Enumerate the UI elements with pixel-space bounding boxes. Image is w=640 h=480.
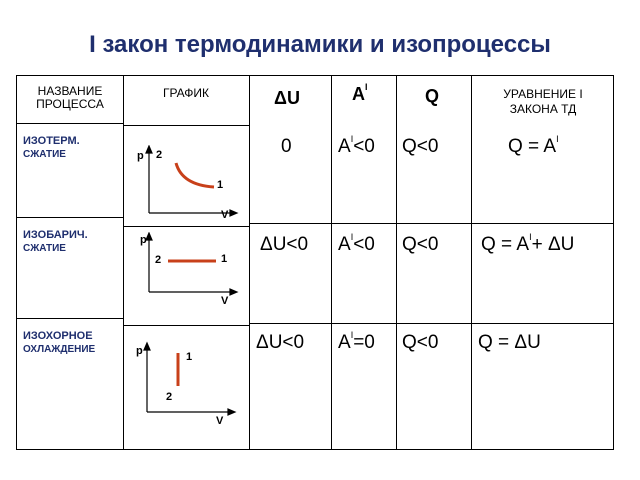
row3-work-rel: =0 (353, 332, 375, 353)
row1-work-rel: <0 (353, 136, 375, 157)
header-heat: Q (425, 86, 440, 106)
row3-work-sup: I (350, 330, 354, 340)
row3-process (23, 330, 95, 356)
row2-process-line1: ИЗОБАРИЧ. (23, 229, 88, 241)
row1-isotherm-curve (176, 163, 214, 187)
header-process: НАЗВАНИЕ ПРОЦЕССА (36, 84, 104, 111)
row2-heat: Q<0 (402, 234, 439, 255)
row3-point-1: 1 (186, 351, 193, 363)
row3-pv-diagram (132, 340, 237, 422)
row3-heat: Q<0 (402, 332, 439, 353)
row1-process-line2: СЖАТИЕ (23, 149, 66, 160)
table-grid (16, 75, 614, 450)
header-graph: ГРАФИК (162, 86, 210, 100)
row3-equation (478, 333, 541, 352)
row2-work-sup: I (350, 232, 354, 242)
row1-point-1: 1 (217, 179, 224, 191)
row1-equation (508, 134, 559, 157)
row1-eq-sup: I (556, 134, 559, 144)
row1-process (23, 135, 80, 161)
row2-graph (134, 232, 239, 312)
row1-work (338, 134, 375, 157)
header-equation: УРАВНЕНИЕ I ЗАКОНА ТД (503, 87, 583, 116)
row2-equation (481, 232, 575, 255)
header-work (352, 82, 368, 104)
row2-v-axis-label: V (221, 295, 229, 307)
row3-p-axis-label: p (136, 345, 143, 357)
thermo-table (16, 75, 614, 450)
row2-work (338, 232, 375, 255)
row2-process-line2: СЖАТИЕ (23, 243, 66, 254)
row2-p-axis-label: p (140, 234, 147, 246)
row1-graph (134, 145, 239, 220)
row1-work-sup: I (350, 134, 354, 144)
row3-graph (132, 340, 237, 427)
row2-work-letter: A (338, 234, 351, 255)
page-title: I закон термодинамики и изопроцессы (89, 31, 551, 58)
row3-delta-u: ΔU<0 (256, 332, 305, 353)
row1-delta-u: 0 (281, 136, 292, 157)
header-work-letter: A (352, 84, 365, 104)
row3-point-2: 2 (166, 391, 173, 403)
header-delta-u: ΔU (274, 88, 300, 108)
row1-point-2: 2 (156, 149, 163, 161)
row3-process-line2: ОХЛАЖДЕНИЕ (23, 344, 96, 355)
row2-eq-sup: I (529, 232, 532, 242)
row2-delta-u: ΔU<0 (260, 234, 309, 255)
row1-p-axis-label: p (137, 150, 144, 162)
row1-heat: Q<0 (402, 136, 439, 157)
row2-work-rel: <0 (353, 234, 375, 255)
row2-point-1: 1 (221, 253, 228, 265)
row1-process-line1: ИЗОТЕРМ. (23, 135, 80, 147)
header-work-sup: I (365, 82, 368, 92)
row3-work (338, 330, 375, 353)
row1-v-axis-label: V (221, 209, 229, 221)
row2-eq-main: Q = A (481, 234, 530, 255)
row2-eq-tail: + ΔU (531, 234, 575, 255)
row3-eq-main: Q = ΔU (478, 332, 541, 353)
row1-work-letter: A (338, 136, 351, 157)
row2-process (23, 229, 88, 255)
row3-process-line1: ИЗОХОРНОЕ (23, 330, 93, 342)
row3-v-axis-label: V (216, 415, 224, 427)
row3-work-letter: A (338, 332, 351, 353)
row2-point-2: 2 (155, 254, 162, 266)
row1-eq-main: Q = A (508, 136, 557, 157)
